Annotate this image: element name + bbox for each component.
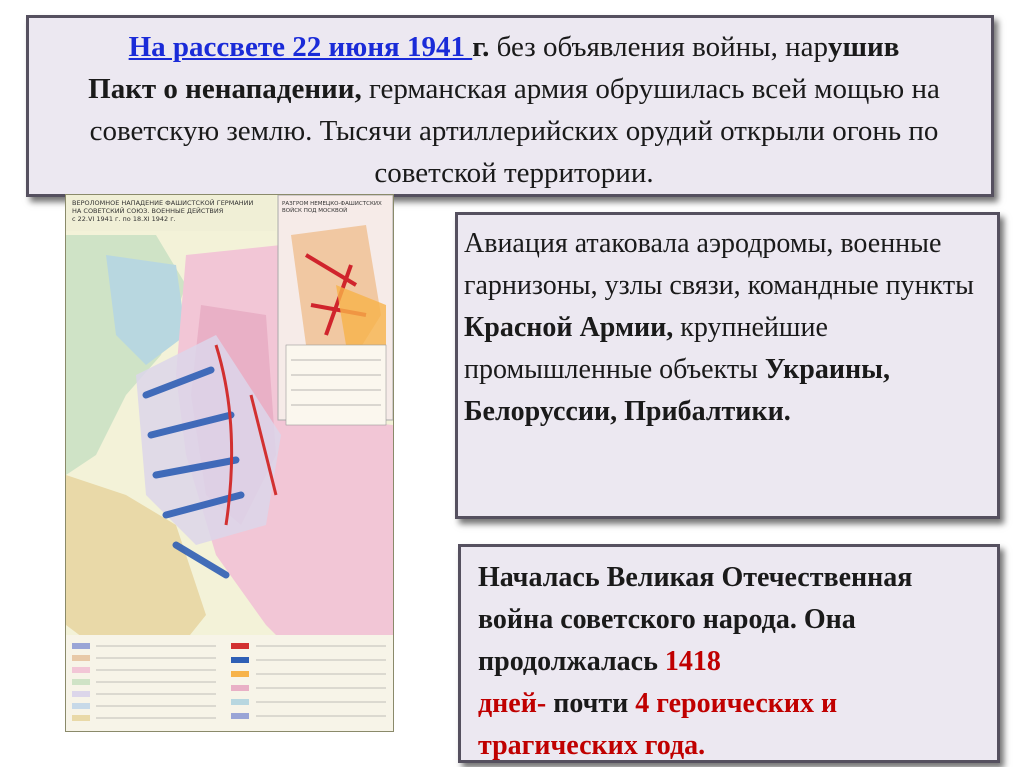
year-abbrev: г.	[472, 31, 490, 63]
aviation-text-a: Авиация атаковала аэродромы, военные гарнизоны, узлы связи, командные пункты	[464, 228, 974, 301]
war-began-text-a: Началась Великая Отечественная война советского народа. Она продолжалась	[478, 562, 913, 677]
map-illustration	[66, 195, 393, 731]
pact-name: Пакт о ненападении,	[88, 73, 362, 105]
regions-bold: Украины, Белоруссии, Прибалтики.	[464, 354, 890, 427]
years-red-text: 4 героических и трагических года.	[478, 688, 838, 761]
intro-text-c: германская армия обрушилась всей мощью на советскую землю. Тысячи артиллерийских орудий открыли огонь по советской территории.	[89, 73, 940, 189]
days-word: дней-	[478, 688, 547, 719]
war-began-paragraph	[478, 557, 993, 767]
war-began-text-box	[458, 544, 1000, 763]
aviation-paragraph	[464, 223, 984, 433]
war-began-text-b: почти	[546, 688, 636, 719]
map-inset-line2: ВОЙСК ПОД МОСКВОЙ	[282, 208, 348, 214]
aviation-text-box	[455, 212, 1000, 519]
date-link[interactable]: На рассвете 22 июня 1941	[128, 31, 473, 63]
intro-text-a: без объявления войны, нар	[489, 31, 829, 63]
map-title-line2: НА СОВЕТСКИЙ СОЮЗ. ВОЕННЫЕ ДЕЙСТВИЯ	[72, 207, 224, 215]
map-inset-line1: РАЗГРОМ НЕМЕЦКО-ФАШИСТСКИХ	[282, 201, 382, 207]
map-title-line3: с 22.VI 1941 г. по 18.XI 1942 г.	[72, 215, 176, 223]
red-army-bold: Красной Армии,	[464, 312, 674, 343]
intro-text-box	[26, 15, 994, 197]
aviation-text-b: крупнейшие промышленные объекты	[464, 312, 828, 385]
intro-text-b: ушив	[828, 31, 900, 63]
intro-paragraph	[49, 26, 979, 194]
war-map-image	[65, 194, 394, 732]
map-title-line1: ВЕРОЛОМНОЕ НАПАДЕНИЕ ФАШИСТСКОЙ ГЕРМАНИИ	[72, 199, 254, 207]
days-number: 1418	[664, 646, 721, 677]
